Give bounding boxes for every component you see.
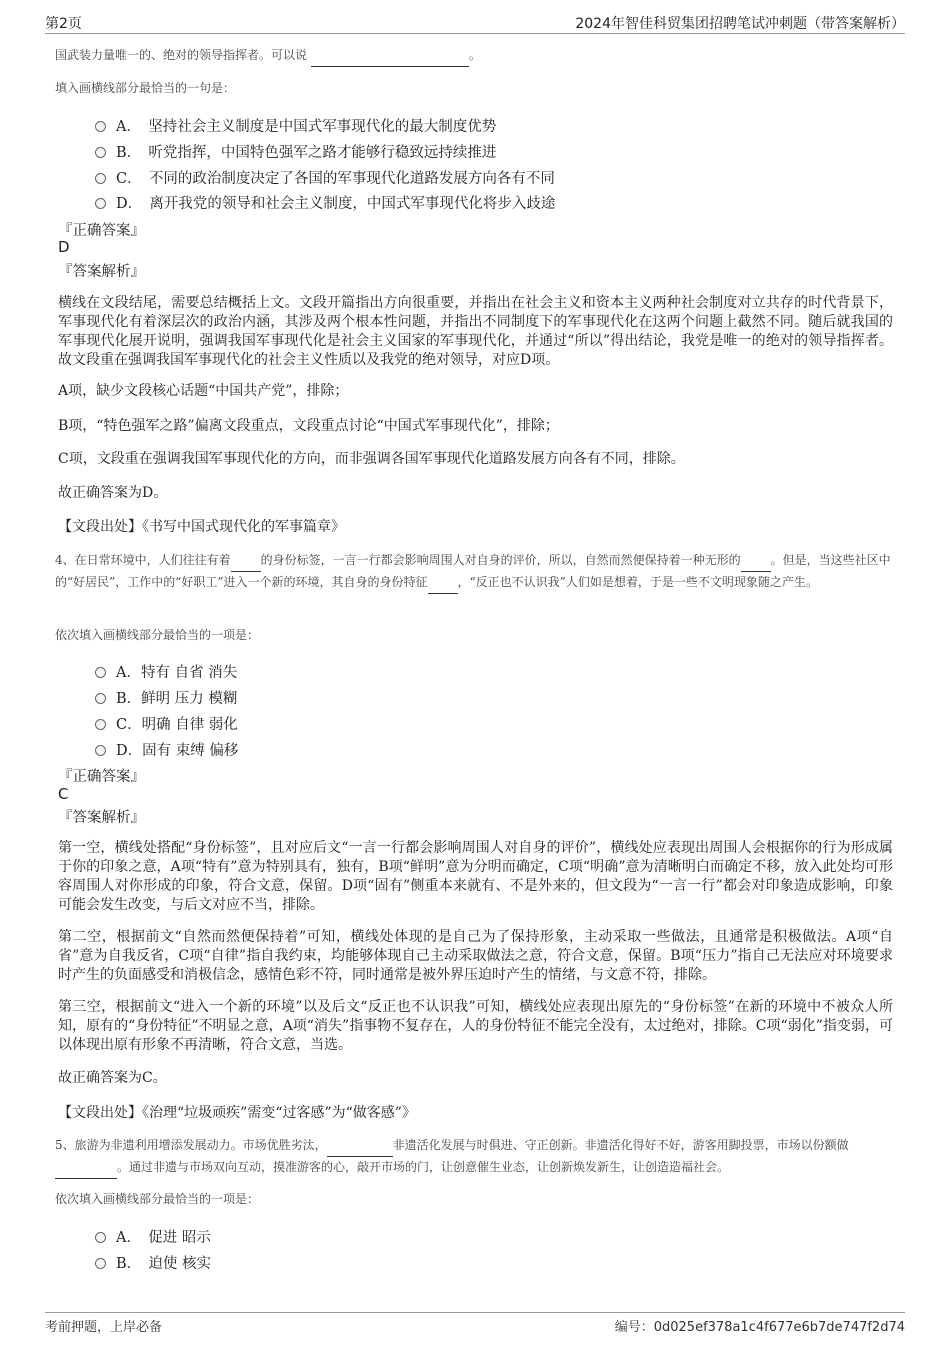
q3-analysis-para: B项，“特色强军之路”偏离文段重点，文段重点讨论“中国式军事现代化”，排除； xyxy=(58,418,559,434)
q4-option-c[interactable]: C．明确 自律 弱化 xyxy=(95,713,238,734)
q3-blank xyxy=(311,44,469,67)
radio-icon[interactable] xyxy=(95,121,106,132)
radio-icon[interactable] xyxy=(95,1232,106,1243)
q3-prompt: 填入画横线部分最恰当的一句是： xyxy=(55,81,236,95)
q5-stem: 5、旅游为非遗利用增添发展动力。市场优胜劣汰， 非遗活化发展与时俱进、守正创新。非遗活化得好不好，游客用脚投票，市场以份额做 。通过非遗与市场双向互动，摸准游客的心，敲开市场的门，让创意催生业态，让创新焕发新生，让创造造福社会。 xyxy=(55,1135,900,1179)
radio-icon[interactable] xyxy=(95,719,106,730)
q3-answer: D xyxy=(58,238,70,256)
q4-option-a[interactable]: A．特有 自省 消失 xyxy=(95,661,237,682)
page-header xyxy=(45,13,905,34)
q3-analysis-para: 横线在文段结尾，需要总结概括上文。文段开篇指出方向很重要，并指出在社会主义和资本主义两种社会制度对立共存的时代背景下，军事现代化有着深层次的政治内涵，其涉及两个根本性问题，并指出不同制度下的军事现代化在这两个问题上截然不同。随后就我国的军事现代化展开说明，强调我国军事现代化是社会主义国家的军事现代化，并通过“所以”得出结论，我党是唯一的绝对的领导指挥者。故文段重在强调我国军事现代化的社会主义性质以及我党的绝对领导，对应D项。 xyxy=(58,295,893,368)
q3-option-b[interactable]: B． 听党指挥，中国特色强军之路才能够行稳致远持续推进 xyxy=(95,141,496,162)
q4-source: 【文段出处】《治理“垃圾顽疾”需变“过客感”为“做客感”》 xyxy=(58,1105,416,1121)
q4-option-b[interactable]: B．鲜明 压力 模糊 xyxy=(95,687,237,708)
q3-analysis-para: 故正确答案为D。 xyxy=(58,485,168,501)
radio-icon[interactable] xyxy=(95,667,106,678)
q4-analysis-para: 第一空，横线处搭配“身份标签”，且对应后文“一言一行都会影响周围人对自身的评价”，横线处应表现出周围人会根据你的行为形成属于你的印象之意，A项“特有”意为特别具有，独有，B项“鲜明”意为分明而确定，C项“明确”意为清晰明白而确定不移，放入此处均可形容周围人对你形成的印象，符合文意，保留。D项“固有”侧重本来就有、不是外来的，但文段为“一言一行”都会对印象造成影响，印象可能会发生改变，与后文对应不当，排除。 xyxy=(58,840,893,913)
radio-icon[interactable] xyxy=(95,693,106,704)
q3-analysis-para: C项，文段重在强调我国军事现代化的方向，而非强调各国军事现代化道路发展方向各有不同，排除。 xyxy=(58,451,685,467)
q3-analysis-para: A项，缺少文段核心话题“中国共产党”，排除； xyxy=(58,383,349,399)
q3-source: 【文段出处】《书写中国式现代化的军事篇章》 xyxy=(58,519,345,535)
q4-analysis-para: 第二空，根据前文“自然而然便保持着”可知，横线处体现的是自己为了保持形象，主动采取一些做法，且通常是积极做法。A项“自省”意为自我反省，C项“自律”指自我约束，均能够体现自己主动采取做法之意，符合文意，保留。B项“压力”指自己无法应对环境要求时产生的负面感受和消极信念，感情色彩不符，同时通常是被外界压迫时产生的情绪，与文意不符，排除。 xyxy=(58,929,893,983)
q3-answer-label: 『正确答案』 xyxy=(58,223,145,239)
q4-answer: C xyxy=(58,785,69,803)
radio-icon[interactable] xyxy=(95,198,106,209)
q5-prompt: 依次填入画横线部分最恰当的一项是： xyxy=(55,1192,260,1206)
page-footer xyxy=(45,1312,905,1335)
q3-analysis-label: 『答案解析』 xyxy=(58,264,145,280)
footer-code: 编号：0d025ef378a1c4f677e6b7de747f2d74 xyxy=(614,1320,905,1335)
q3-option-d[interactable]: D． 离开我党的领导和社会主义制度，中国式军事现代化将步入歧途 xyxy=(95,192,555,213)
q5-option-b[interactable]: B． 迫使 核实 xyxy=(95,1252,211,1273)
q4-stem: 4、在日常环境中，人们往往有着 的身份标签，一言一行都会影响周围人对自身的评价，所以，自然而然便保持着一种无形的 。但是，当这些社区中的“好居民”，工作中的“好职工”进入一个新的环境，其自身的身份特征 ，“反正也不认识我”人们如是想着，于是一些不文明现象随之产生。 xyxy=(55,550,900,594)
footer-slogan: 考前押题，上岸必备 xyxy=(45,1320,163,1335)
document-title: 2024年智佳科贸集团招聘笔试冲刺题（带答案解析） xyxy=(575,16,905,32)
q4-prompt: 依次填入画横线部分最恰当的一项是： xyxy=(55,628,260,642)
page-number: 第2页 xyxy=(45,16,82,32)
radio-icon[interactable] xyxy=(95,173,106,184)
radio-icon[interactable] xyxy=(95,745,106,756)
radio-icon[interactable] xyxy=(95,1258,106,1269)
q3-option-c[interactable]: C． 不同的政治制度决定了各国的军事现代化道路发展方向各有不同 xyxy=(95,167,555,188)
radio-icon[interactable] xyxy=(95,147,106,158)
q4-option-d[interactable]: D．固有 束缚 偏移 xyxy=(95,739,238,760)
q5-option-a[interactable]: A． 促进 昭示 xyxy=(95,1226,211,1247)
q4-answer-label: 『正确答案』 xyxy=(58,769,145,785)
q4-analysis-para: 第三空，根据前文“进入一个新的环境”以及后文“反正也不认识我”可知，横线处应表现出原先的“身份标签”在新的环境中不被众人所知，原有的“身份特征”不明显之意，A项“消失”指事物不复存在，人的身份特征不能完全没有，太过绝对，排除。C项“弱化”指变弱，可以体现出原有形象不再清晰，符合文意，当选。 xyxy=(58,999,893,1053)
q4-analysis-label: 『答案解析』 xyxy=(58,810,145,826)
q3-option-a[interactable]: A． 坚持社会主义制度是中国式军事现代化的最大制度优势 xyxy=(95,115,496,136)
q3-stem: 国武装力量唯一的、绝对的领导指挥者。可以说 。 xyxy=(55,44,900,67)
q4-analysis-para: 故正确答案为C。 xyxy=(58,1070,167,1086)
